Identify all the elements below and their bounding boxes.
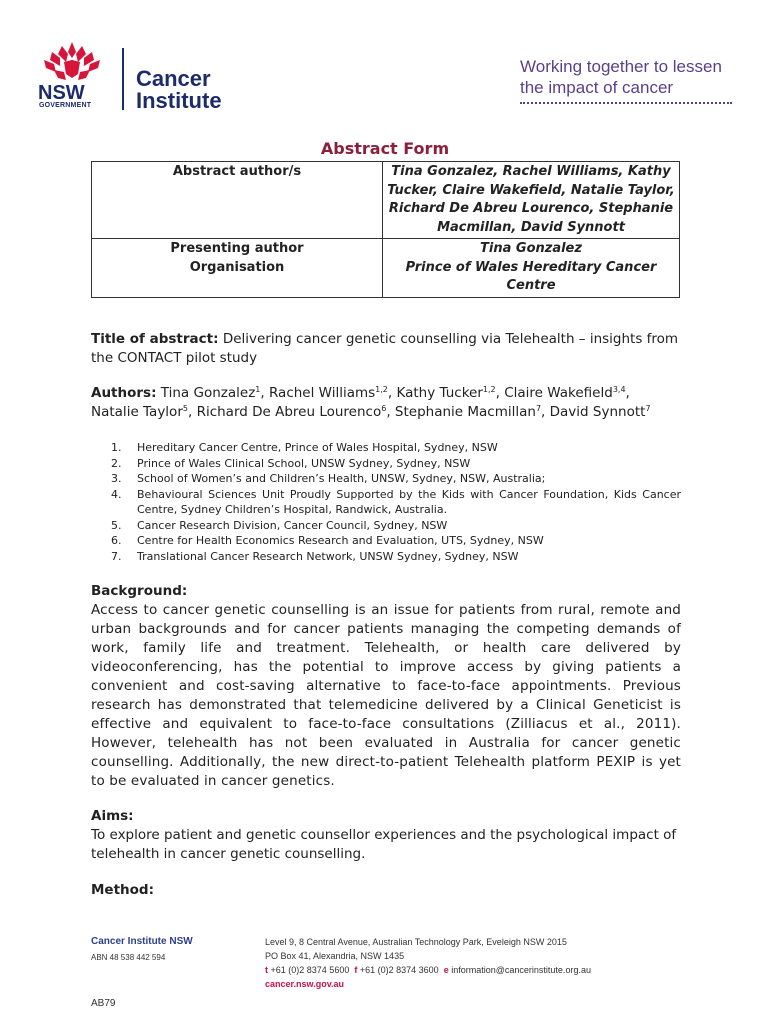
abstract-title-label: Title of abstract: bbox=[91, 331, 219, 347]
affiliation-item bbox=[91, 440, 681, 456]
phone-label: t bbox=[265, 965, 268, 975]
affiliation-number: 6. bbox=[111, 534, 122, 547]
author-affiliation-sup: 5 bbox=[182, 404, 188, 413]
affiliation-number: 4. bbox=[111, 487, 122, 501]
organisation-label: Organisation bbox=[189, 259, 285, 275]
background-heading: Background: bbox=[91, 583, 188, 599]
presenting-author-value: Tina Gonzalez bbox=[480, 241, 582, 256]
author-name: Claire Wakefield bbox=[504, 385, 613, 401]
author-separator: , bbox=[495, 385, 505, 401]
affiliation-number: 7. bbox=[111, 549, 122, 563]
aims-heading: Aims: bbox=[91, 808, 134, 824]
footer-contact-line bbox=[265, 965, 591, 975]
logo-institute-text: Institute bbox=[136, 88, 222, 113]
author-affiliation-sup: 7 bbox=[645, 404, 651, 413]
author-separator: , bbox=[260, 385, 269, 401]
email-label: e bbox=[443, 965, 449, 975]
affiliation-text: Prince of Wales Clinical School, UNSW Sydney, Sydney, NSW bbox=[137, 456, 471, 470]
author-name: Rachel Williams bbox=[268, 385, 376, 401]
affiliation-item bbox=[91, 471, 681, 487]
aims-text: To explore patient and genetic counsellor experiences and the psychological impact of telehealth in cancer genetic counselling. bbox=[91, 827, 677, 862]
fax-label: f bbox=[354, 965, 358, 975]
tagline-dotted-rule bbox=[520, 102, 732, 104]
author-separator: , bbox=[386, 404, 395, 420]
affiliation-number: 1. bbox=[111, 441, 122, 454]
form-title: Abstract Form bbox=[320, 139, 450, 158]
author-name: Richard De Abreu Lourenco bbox=[196, 404, 382, 420]
author-name: Kathy Tucker bbox=[396, 385, 483, 401]
affiliation-text: Translational Cancer Research Network, UNSW Sydney, Sydney, NSW bbox=[137, 549, 519, 563]
author-separator: , bbox=[625, 385, 630, 401]
method-heading: Method: bbox=[91, 882, 154, 898]
affiliation-text: Cancer Research Division, Cancer Council, Sydney, NSW bbox=[137, 518, 448, 532]
author-name: Stephanie Macmillan bbox=[394, 404, 536, 420]
affiliation-text: Centre for Health Economics Research and Evaluation, UTS, Sydney, NSW bbox=[137, 534, 544, 547]
affiliation-item bbox=[91, 487, 681, 518]
authors-line bbox=[91, 384, 681, 422]
logo-divider bbox=[122, 48, 124, 110]
footer-org: Cancer Institute NSW bbox=[91, 936, 193, 947]
nsw-cancer-institute-logo bbox=[36, 40, 246, 112]
tagline-line-1: Working together to lessen bbox=[520, 57, 722, 76]
table-row bbox=[92, 162, 680, 239]
footer-email[interactable]: information@cancerinstitute.org.au bbox=[451, 965, 591, 975]
affiliation-number: 5. bbox=[111, 518, 122, 532]
affiliation-text: Hereditary Cancer Centre, Prince of Wales Hospital, Sydney, NSW bbox=[137, 441, 498, 454]
abstract-title bbox=[91, 330, 681, 368]
affiliation-item bbox=[91, 518, 681, 534]
affiliations-list bbox=[91, 440, 681, 564]
tagline bbox=[520, 56, 740, 104]
author-affiliation-sup: 1,2 bbox=[482, 385, 496, 394]
author-info-table bbox=[91, 161, 680, 298]
footer-website[interactable]: cancer.nsw.gov.au bbox=[265, 979, 345, 989]
author-affiliation-sup: 7 bbox=[535, 404, 542, 413]
affiliation-number: 3. bbox=[111, 472, 122, 485]
footer-address-1: Level 9, 8 Central Avenue, Australian Technology Park, Eveleigh NSW 2015 bbox=[265, 937, 567, 947]
affiliation-text: School of Women’s and Children’s Health, UNSW, Sydney, NSW, Australia; bbox=[137, 472, 546, 485]
logo-cancer-text: Cancer bbox=[136, 66, 211, 91]
abstract-title-text: Delivering cancer genetic counselling via Telehealth – insights from the CONTACT pilot study bbox=[91, 331, 679, 366]
affiliation-item bbox=[91, 456, 681, 472]
organisation-value: Prince of Wales Hereditary Cancer Centre bbox=[405, 259, 657, 293]
affiliation-item bbox=[91, 549, 681, 565]
author-affiliation-sup: 3,4 bbox=[612, 385, 626, 394]
author-affiliation-sup: 1,2 bbox=[375, 385, 388, 394]
footer-address-2: PO Box 41, Alexandria, NSW 1435 bbox=[265, 951, 405, 961]
doc-code: AB79 bbox=[91, 998, 116, 1009]
tagline-line-2: the impact of cancer bbox=[520, 78, 674, 97]
logo-nsw-text: NSW bbox=[38, 82, 85, 104]
footer-phone: +61 (0)2 8374 5600 bbox=[270, 965, 350, 975]
footer-fax: +61 (0)2 8374 3600 bbox=[359, 965, 439, 975]
presenting-author-label: Presenting author bbox=[170, 241, 304, 256]
author-affiliation-sup: 6 bbox=[381, 404, 387, 413]
waratah-icon bbox=[40, 40, 104, 84]
background-text: Access to cancer genetic counselling is an issue for patients from rural, remote and urban backgrounds and for cancer patients managing the competing demands of work, family life and treatment. Telehealth, or health care delivered by videoconferencing, has the potential to improve access by giving patients a convenient and cost-saving alternative to face-to-face appointments. Previous research has demonstrated that telemedicine delivered by a Clinical Geneticist is effective and equivalent to face-to-face consultations (Zilliacus et al., 2011). However, telehealth has not been evaluated in Australia for cancer genetic counselling. Additionally, the new direct-to-patient Telehealth platform PEXIP is yet to be evaluated in cancer genetics. bbox=[91, 602, 681, 789]
authors-list bbox=[91, 385, 651, 420]
author-separator: , bbox=[387, 385, 397, 401]
logo-government-text: GOVERNMENT bbox=[39, 102, 92, 109]
footer-abn: ABN 48 538 442 594 bbox=[91, 953, 166, 962]
affiliation-item bbox=[91, 533, 681, 549]
table-row bbox=[92, 239, 680, 298]
author-affiliation-sup: 1 bbox=[255, 385, 261, 394]
author-name: Tina Gonzalez bbox=[160, 385, 256, 401]
author-separator: , bbox=[541, 404, 550, 420]
authors-label: Authors: bbox=[91, 385, 157, 401]
author-separator: , bbox=[187, 404, 197, 420]
authors-label: Abstract author/s bbox=[92, 162, 383, 239]
authors-value: Tina Gonzalez, Rachel Williams, Kathy Tucker, Claire Wakefield, Natalie Taylor, Richard De Abreu Lourenco, Stephanie Macmillan, David Synnott bbox=[383, 162, 680, 239]
affiliation-number: 2. bbox=[111, 456, 122, 470]
affiliation-text: Behavioural Sciences Unit Proudly Supported by the Kids with Cancer Foundation, Kids Cancer Centre, Sydney Children’s Hospital, Randwick, Australia. bbox=[137, 487, 681, 516]
author-name: David Synnott bbox=[549, 404, 646, 420]
author-name: Natalie Taylor bbox=[91, 404, 183, 420]
